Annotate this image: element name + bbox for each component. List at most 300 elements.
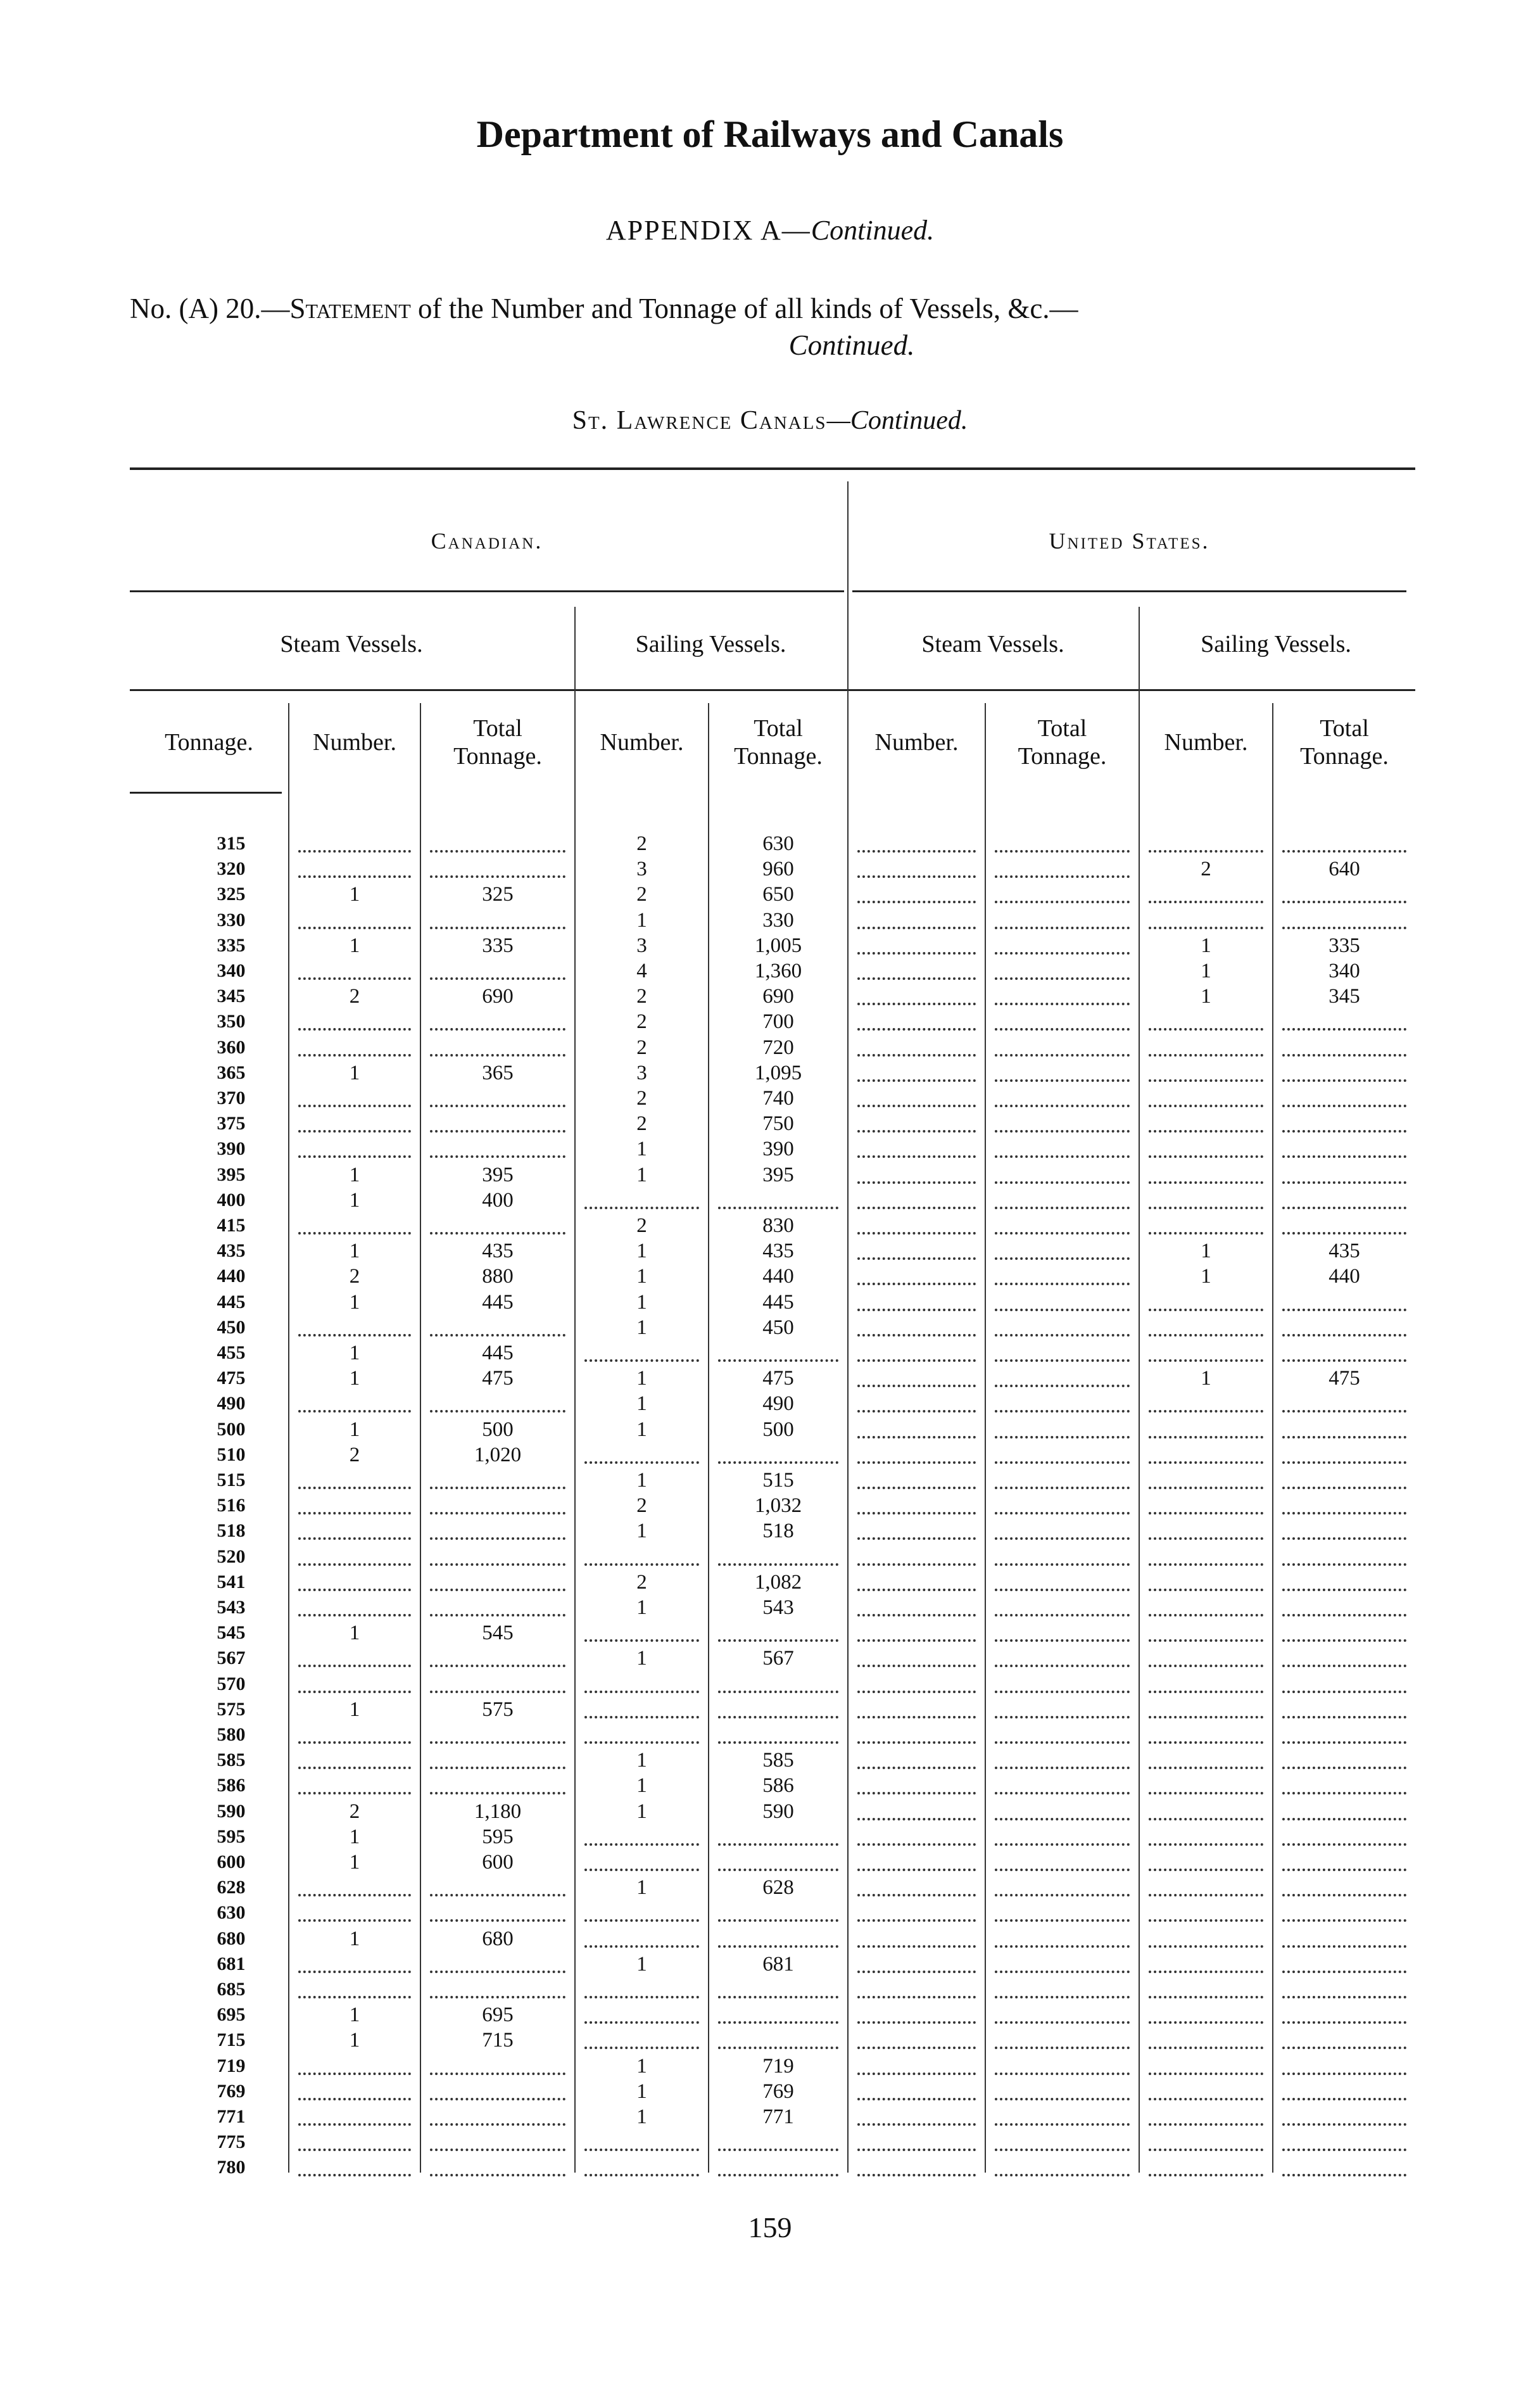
us-sail-total-cell [1273, 1060, 1415, 1086]
us-steam-number-cell [849, 1111, 985, 1136]
c-steam-total-cell [421, 2079, 574, 2104]
us-steam-total-cell [986, 1977, 1139, 2002]
tonnage-cell: 400 [217, 1189, 246, 1210]
c-sail-total-cell: 586 [762, 1774, 794, 1798]
c-steam-number-cell [289, 1952, 420, 1977]
c-sail-number-cell: 1 [636, 1163, 647, 1186]
us-sail-number-cell [1140, 882, 1272, 907]
table-row [0, 1035, 1540, 1060]
c-steam-total-cell [421, 1570, 574, 1595]
us-steam-total-cell [986, 1799, 1139, 1824]
us-steam-total-cell [986, 1442, 1139, 1468]
us-sail-number-cell [1140, 1315, 1272, 1340]
us-steam-number-cell [849, 831, 985, 856]
c-sail-total-cell [709, 1620, 847, 1646]
us-steam-total-cell [986, 1417, 1139, 1442]
c-steam-total-cell [421, 1595, 574, 1620]
us-sail-number-cell [1140, 1391, 1272, 1416]
tonnage-cell: 445 [217, 1291, 246, 1312]
c-steam-number-cell: 2 [349, 1265, 360, 1288]
us-steam-total-cell [986, 908, 1139, 933]
table-row [0, 1518, 1540, 1544]
table-row [0, 1188, 1540, 1213]
c-sail-number-cell: 2 [636, 832, 647, 855]
c-steam-total-cell: 1,180 [474, 1800, 522, 1823]
c-sail-total-cell: 769 [762, 2079, 794, 2103]
c-steam-number-cell [289, 1086, 420, 1111]
section-name: St. Lawrence Canals [572, 406, 827, 435]
us-sail-total-cell [1273, 2155, 1415, 2180]
header-bottom-rule [130, 792, 282, 794]
c-sail-number-cell: 1 [636, 1367, 647, 1390]
col-total-line1: Total [754, 715, 803, 742]
us-sail-total-cell [1273, 1035, 1415, 1060]
tonnage-cell: 340 [217, 960, 246, 981]
us-sail-total-cell [1273, 1900, 1415, 1926]
table-row [0, 2130, 1540, 2155]
table-row [0, 1417, 1540, 1442]
c-sail-number-cell: 4 [636, 960, 647, 982]
us-steam-total-cell [986, 1900, 1139, 1926]
us-sail-total-cell [1273, 1136, 1415, 1162]
c-sail-number-cell [576, 2028, 708, 2053]
col-us-steam-total [986, 714, 1139, 770]
c-sail-total-cell: 395 [762, 1163, 794, 1186]
c-steam-number-cell: 1 [349, 1163, 360, 1186]
us-steam-number-cell [849, 1136, 985, 1162]
us-steam-number-cell [849, 1926, 985, 1952]
us-sail-number-cell [1140, 1162, 1272, 1188]
table-row [0, 1366, 1540, 1391]
tonnage-cell: 490 [217, 1393, 246, 1414]
c-steam-total-cell [421, 1875, 574, 1900]
c-sail-total-cell: 445 [762, 1290, 794, 1314]
us-sail-number-cell: 1 [1201, 934, 1211, 957]
c-sail-number-cell: 2 [636, 883, 647, 906]
c-steam-total-cell [421, 1748, 574, 1773]
us-sail-total-cell: 440 [1329, 1265, 1360, 1288]
us-steam-number-cell [849, 1238, 985, 1264]
c-steam-number-cell [289, 908, 420, 933]
us-sail-total-cell [1273, 2130, 1415, 2155]
us-steam-total-cell [986, 1518, 1139, 1544]
c-steam-number-cell: 1 [349, 1061, 360, 1084]
us-sail-number-cell [1140, 2155, 1272, 2180]
c-sail-total-cell: 490 [762, 1392, 794, 1416]
us-steam-number-cell [849, 1952, 985, 1977]
us-steam-number-cell [849, 1086, 985, 1111]
c-steam-total-cell [421, 1493, 574, 1518]
table-row [0, 2155, 1540, 2180]
c-sail-number-cell: 2 [636, 1112, 647, 1136]
tonnage-cell: 518 [217, 1520, 246, 1542]
us-steam-number-cell [849, 1722, 985, 1748]
table-row [0, 1544, 1540, 1570]
tonnage-cell: 515 [217, 1470, 246, 1490]
us-steam-total-cell [986, 1926, 1139, 1952]
us-steam-number-cell [849, 1009, 985, 1034]
col-us-steam-number: Number. [874, 729, 959, 756]
c-steam-number-cell: 1 [349, 1418, 360, 1441]
us-steam-total-cell [986, 1009, 1139, 1034]
us-sail-number-cell: 1 [1201, 1240, 1211, 1263]
c-steam-number-cell: 1 [349, 1622, 360, 1645]
us-sail-number-cell [1140, 1875, 1272, 1900]
c-sail-number-cell: 2 [636, 1570, 647, 1594]
c-sail-number-cell [576, 1188, 708, 1213]
subgroup-us-sailing: Sailing Vessels. [1201, 631, 1351, 657]
c-steam-total-cell: 400 [482, 1188, 514, 1212]
us-sail-total-cell [1273, 1009, 1415, 1034]
us-steam-total-cell [986, 1315, 1139, 1340]
us-sail-total-cell [1273, 1290, 1415, 1315]
c-steam-number-cell: 2 [349, 1443, 360, 1466]
us-sail-number-cell [1140, 2028, 1272, 2053]
us-steam-number-cell [849, 1290, 985, 1315]
us-steam-total-cell [986, 1111, 1139, 1136]
table-row [0, 1468, 1540, 1493]
us-sail-total-cell [1273, 1824, 1415, 1850]
table-row [0, 1009, 1540, 1034]
c-sail-total-cell: 628 [762, 1876, 794, 1900]
us-steam-number-cell [849, 1977, 985, 2002]
us-sail-total-cell [1273, 1773, 1415, 1798]
c-steam-number-cell: 1 [349, 1825, 360, 1848]
table-row [0, 1315, 1540, 1340]
us-steam-number-cell [849, 1824, 985, 1850]
us-sail-total-cell [1273, 2002, 1415, 2028]
c-sail-number-cell [576, 1620, 708, 1646]
c-steam-total-cell [421, 1672, 574, 1697]
us-steam-total-cell [986, 2155, 1139, 2180]
c-sail-number-cell [576, 1672, 708, 1697]
us-sail-number-cell [1140, 1340, 1272, 1366]
us-sail-total-cell [1273, 1213, 1415, 1238]
tonnage-cell: 350 [217, 1011, 246, 1032]
us-steam-number-cell [849, 2054, 985, 2079]
us-steam-total-cell [986, 1850, 1139, 1875]
us-steam-number-cell [849, 1748, 985, 1773]
c-sail-number-cell: 1 [636, 1596, 647, 1619]
us-steam-total-cell [986, 2054, 1139, 2079]
table-row [0, 2028, 1540, 2053]
c-sail-total-cell: 567 [762, 1647, 794, 1670]
us-sail-total-cell [1273, 2028, 1415, 2053]
table-row [0, 1162, 1540, 1188]
section-heading [0, 405, 1540, 436]
table-row [0, 1213, 1540, 1238]
table-row [0, 1952, 1540, 1977]
tonnage-cell: 628 [217, 1877, 246, 1898]
us-steam-number-cell [849, 908, 985, 933]
table-row [0, 1111, 1540, 1136]
c-sail-number-cell: 1 [636, 1800, 647, 1823]
us-sail-number-cell [1140, 1850, 1272, 1875]
us-sail-number-cell [1140, 1544, 1272, 1570]
c-steam-total-cell [421, 1977, 574, 2002]
c-sail-number-cell: 1 [636, 1316, 647, 1339]
us-steam-number-cell [849, 1595, 985, 1620]
tonnage-cell: 375 [217, 1113, 246, 1134]
c-steam-total-cell: 715 [482, 2029, 514, 2052]
table-row [0, 1136, 1540, 1162]
us-steam-total-cell [986, 2028, 1139, 2053]
us-sail-total-cell [1273, 1162, 1415, 1188]
c-steam-number-cell: 2 [349, 1800, 360, 1823]
c-steam-number-cell [289, 2054, 420, 2079]
table-row [0, 1824, 1540, 1850]
tonnage-cell: 771 [217, 2106, 246, 2127]
c-sail-number-cell: 1 [636, 1392, 647, 1416]
us-steam-total-cell [986, 1952, 1139, 1977]
us-sail-number-cell [1140, 1646, 1272, 1671]
us-sail-total-cell [1273, 1875, 1415, 1900]
us-sail-number-cell [1140, 2054, 1272, 2079]
us-sail-number-cell [1140, 1493, 1272, 1518]
us-steam-total-cell [986, 1544, 1139, 1570]
us-sail-total-cell [1273, 831, 1415, 856]
statement-continued: Continued. [788, 329, 915, 361]
c-sail-number-cell: 1 [636, 1290, 647, 1314]
us-sail-total-cell [1273, 1595, 1415, 1620]
c-steam-total-cell: 325 [482, 883, 514, 906]
us-sail-total-cell [1273, 1926, 1415, 1952]
us-sail-number-cell: 1 [1201, 985, 1211, 1008]
us-sail-total-cell [1273, 1468, 1415, 1493]
table-row [0, 1086, 1540, 1111]
us-steam-number-cell [849, 1518, 985, 1544]
us-steam-number-cell [849, 1875, 985, 1900]
c-sail-total-cell: 750 [762, 1112, 794, 1136]
us-sail-total-cell [1273, 1722, 1415, 1748]
table-row [0, 1799, 1540, 1824]
c-steam-number-cell [289, 1646, 420, 1671]
c-steam-total-cell [421, 1722, 574, 1748]
c-sail-number-cell [576, 1697, 708, 1722]
us-steam-number-cell [849, 2104, 985, 2130]
c-sail-total-cell: 830 [762, 1214, 794, 1237]
c-steam-total-cell: 445 [482, 1290, 514, 1314]
c-sail-number-cell: 1 [636, 1520, 647, 1543]
us-sail-number-cell: 1 [1201, 1265, 1211, 1288]
us-steam-number-cell [849, 1366, 985, 1391]
c-sail-number-cell: 1 [636, 1265, 647, 1288]
section-continued: —Continued. [826, 406, 968, 435]
c-sail-total-cell [709, 2155, 847, 2180]
c-steam-number-cell [289, 1722, 420, 1748]
us-sail-number-cell [1140, 1748, 1272, 1773]
tonnage-cell: 330 [217, 909, 246, 930]
table-row [0, 1620, 1540, 1646]
c-steam-total-cell [421, 1900, 574, 1926]
c-sail-total-cell: 450 [762, 1316, 794, 1339]
us-steam-number-cell [849, 1188, 985, 1213]
us-steam-number-cell [849, 1035, 985, 1060]
col-total-line2: Tonnage. [1300, 743, 1389, 770]
c-steam-total-cell [421, 1952, 574, 1977]
col-c-steam-number: Number. [313, 729, 396, 756]
us-sail-number-cell [1140, 831, 1272, 856]
us-steam-number-cell [849, 1442, 985, 1468]
us-sail-total-cell [1273, 908, 1415, 933]
statement-label: Statement [289, 293, 411, 324]
c-steam-total-cell [421, 1646, 574, 1671]
us-sail-number-cell [1140, 1213, 1272, 1238]
us-sail-number-cell [1140, 1900, 1272, 1926]
us-steam-number-cell [849, 1340, 985, 1366]
c-steam-total-cell: 475 [482, 1367, 514, 1390]
c-steam-number-cell: 1 [349, 1290, 360, 1314]
table-row [0, 908, 1540, 933]
tonnage-cell: 567 [217, 1648, 246, 1669]
us-steam-total-cell [986, 856, 1139, 882]
c-sail-total-cell: 1,005 [754, 934, 802, 957]
c-steam-total-cell [421, 1035, 574, 1060]
c-sail-total-cell: 543 [762, 1596, 794, 1619]
us-steam-total-cell [986, 1391, 1139, 1416]
c-steam-total-cell [421, 1773, 574, 1798]
us-sail-total-cell [1273, 1977, 1415, 2002]
c-sail-total-cell: 650 [762, 883, 794, 906]
us-sail-number-cell [1140, 1035, 1272, 1060]
us-steam-total-cell [986, 1086, 1139, 1111]
us-steam-total-cell [986, 1773, 1139, 1798]
c-steam-number-cell [289, 1570, 420, 1595]
us-sail-total-cell [1273, 1188, 1415, 1213]
us-sail-total-cell [1273, 1391, 1415, 1416]
us-sail-number-cell [1140, 1111, 1272, 1136]
us-sail-total-cell [1273, 1570, 1415, 1595]
us-steam-total-cell [986, 2002, 1139, 2028]
us-sail-total-cell [1273, 1315, 1415, 1340]
c-sail-number-cell: 1 [636, 1138, 647, 1161]
tonnage-cell: 360 [217, 1036, 246, 1058]
us-steam-number-cell [849, 1468, 985, 1493]
c-steam-number-cell [289, 2079, 420, 2104]
us-sail-number-cell [1140, 2104, 1272, 2130]
tonnage-cell: 335 [217, 934, 246, 956]
us-sail-number-cell [1140, 1570, 1272, 1595]
tonnage-cell: 580 [217, 1724, 246, 1745]
us-steam-number-cell [849, 856, 985, 882]
us-steam-total-cell [986, 1136, 1139, 1162]
us-sail-number-cell [1140, 1060, 1272, 1086]
c-steam-number-cell [289, 1773, 420, 1798]
c-steam-number-cell [289, 1213, 420, 1238]
us-steam-number-cell [849, 1213, 985, 1238]
c-steam-total-cell: 880 [482, 1265, 514, 1288]
col-total-line2: Tonnage. [734, 743, 823, 770]
c-sail-total-cell [709, 1850, 847, 1875]
us-sail-total-cell [1273, 882, 1415, 907]
table-row [0, 1442, 1540, 1468]
us-steam-number-cell [849, 1060, 985, 1086]
c-steam-total-cell [421, 2155, 574, 2180]
us-steam-number-cell [849, 1544, 985, 1570]
us-steam-number-cell [849, 2155, 985, 2180]
c-sail-total-cell: 518 [762, 1520, 794, 1543]
c-sail-number-cell: 3 [636, 858, 647, 881]
us-steam-total-cell [986, 1366, 1139, 1391]
us-sail-total-cell: 335 [1329, 934, 1360, 957]
tonnage-cell: 395 [217, 1164, 246, 1185]
us-steam-total-cell [986, 1035, 1139, 1060]
tonnage-cell: 415 [217, 1215, 246, 1236]
us-sail-total-cell: 340 [1329, 960, 1360, 982]
us-steam-number-cell [849, 1697, 985, 1722]
appendix-heading [0, 214, 1540, 246]
table-row [0, 1773, 1540, 1798]
c-steam-total-cell [421, 1391, 574, 1416]
us-steam-total-cell [986, 1748, 1139, 1773]
c-sail-total-cell [709, 1442, 847, 1468]
tonnage-cell: 390 [217, 1138, 246, 1160]
c-sail-total-cell [709, 2002, 847, 2028]
statement-prefix: No. (A) 20.— [130, 293, 290, 324]
us-sail-total-cell [1273, 1518, 1415, 1544]
c-steam-number-cell: 1 [349, 883, 360, 906]
us-steam-number-cell [849, 984, 985, 1009]
table-row [0, 1926, 1540, 1952]
us-steam-number-cell [849, 1799, 985, 1824]
c-steam-number-cell [289, 1900, 420, 1926]
tonnage-cell: 315 [217, 833, 246, 854]
c-steam-total-cell: 1,020 [474, 1443, 522, 1466]
us-sail-number-cell [1140, 2130, 1272, 2155]
c-sail-number-cell: 2 [636, 985, 647, 1008]
tonnage-cell: 325 [217, 884, 246, 905]
us-steam-total-cell [986, 1290, 1139, 1315]
tonnage-cell: 575 [217, 1698, 246, 1720]
us-steam-total-cell [986, 2079, 1139, 2104]
table-row [0, 958, 1540, 984]
table-row [0, 1646, 1540, 1671]
c-sail-number-cell [576, 1850, 708, 1875]
tonnage-cell: 695 [217, 2004, 246, 2026]
table-row [0, 2054, 1540, 2079]
c-steam-total-cell [421, 856, 574, 882]
us-steam-number-cell [849, 2028, 985, 2053]
table-row [0, 831, 1540, 856]
c-steam-number-cell [289, 1136, 420, 1162]
tonnage-cell: 455 [217, 1342, 246, 1363]
c-steam-number-cell: 2 [349, 985, 360, 1008]
c-steam-total-cell [421, 1518, 574, 1544]
us-steam-total-cell [986, 2130, 1139, 2155]
tonnage-cell: 435 [217, 1240, 246, 1262]
us-sail-number-cell [1140, 1442, 1272, 1468]
c-steam-number-cell: 1 [349, 2029, 360, 2052]
table-row [0, 882, 1540, 907]
table-row [0, 1875, 1540, 1900]
us-sail-total-cell [1273, 1544, 1415, 1570]
c-steam-number-cell [289, 1391, 420, 1416]
us-steam-number-cell [849, 2079, 985, 2104]
department-title: Department of Railways and Canals [476, 113, 1064, 155]
us-sail-total-cell [1273, 1086, 1415, 1111]
us-steam-number-cell [849, 1672, 985, 1697]
us-steam-total-cell [986, 1875, 1139, 1900]
tonnage-cell: 520 [217, 1546, 246, 1567]
c-steam-number-cell [289, 1518, 420, 1544]
us-sail-number-cell [1140, 1188, 1272, 1213]
us-sail-number-cell [1140, 1086, 1272, 1111]
c-sail-total-cell [709, 1188, 847, 1213]
us-sail-total-cell [1273, 1748, 1415, 1773]
us-sail-number-cell [1140, 1952, 1272, 1977]
c-sail-total-cell [709, 1977, 847, 2002]
tonnage-cell: 370 [217, 1088, 246, 1108]
